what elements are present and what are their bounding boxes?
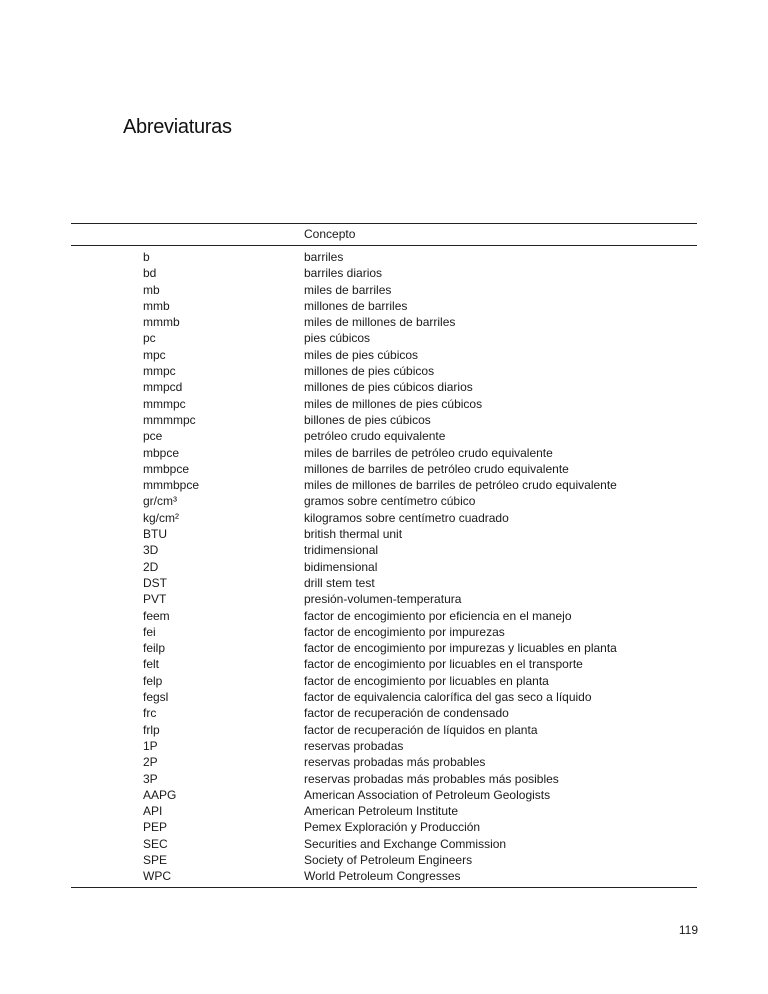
- concept-cell: factor de encogimiento por licuables en el transporte: [304, 657, 583, 672]
- abbreviation-cell: PVT: [143, 592, 167, 607]
- table-row: [0, 819, 768, 835]
- table-row: [0, 705, 768, 721]
- table-row: [0, 608, 768, 624]
- concept-cell: factor de encogimiento por licuables en planta: [304, 673, 549, 688]
- concept-cell: Securities and Exchange Commission: [304, 836, 507, 851]
- concept-cell: millones de pies cúbicos diarios: [304, 380, 473, 395]
- table-row: [0, 510, 768, 526]
- concept-cell: kilogramos sobre centímetro cuadrado: [304, 510, 509, 525]
- table-row: [0, 526, 768, 542]
- concept-cell: barriles: [304, 250, 344, 264]
- concept-cell: pies cúbicos: [304, 331, 371, 346]
- table-row: [0, 363, 768, 379]
- abbreviation-cell: gr/cm³: [143, 494, 177, 509]
- table-row: [0, 461, 768, 477]
- table-row: [0, 314, 768, 330]
- table-row: [0, 428, 768, 444]
- concept-cell: miles de pies cúbicos: [304, 347, 419, 362]
- concept-cell: tridimensional: [304, 543, 379, 558]
- abbreviation-cell: feilp: [143, 641, 166, 656]
- concept-cell: Society of Petroleum Engineers: [304, 852, 473, 867]
- abbreviation-cell: felp: [143, 673, 163, 688]
- concept-cell: drill stem test: [304, 575, 375, 590]
- abbreviation-cell: mbpce: [143, 445, 180, 460]
- abbreviation-cell: b: [143, 250, 150, 264]
- table-row: [0, 771, 768, 787]
- concept-cell: American Association of Petroleum Geologists: [304, 787, 551, 802]
- table-row: [0, 477, 768, 493]
- table-row: [0, 787, 768, 803]
- page-number: 119: [678, 923, 698, 937]
- abbreviation-cell: AAPG: [143, 787, 177, 802]
- concept-cell: factor de encogimiento por impurezas: [304, 624, 505, 639]
- table-row: [0, 298, 768, 314]
- table-row: [0, 624, 768, 640]
- concept-cell: miles de barriles: [304, 282, 392, 297]
- abbreviation-cell: 3D: [143, 543, 159, 558]
- abbreviation-cell: mpc: [143, 347, 166, 362]
- concept-cell: factor de encogimiento por impurezas y licuables en planta: [304, 641, 617, 656]
- table-row: [0, 591, 768, 607]
- abbreviation-cell: kg/cm²: [143, 510, 179, 525]
- table-row: [0, 754, 768, 770]
- table-row: [0, 396, 768, 412]
- abbreviation-cell: felt: [143, 657, 160, 672]
- abbreviation-cell: mmpc: [143, 364, 176, 379]
- abbreviation-cell: PEP: [143, 820, 168, 835]
- table-row: [0, 836, 768, 852]
- concept-cell: Pemex Exploración y Producción: [304, 820, 481, 835]
- concept-cell: petróleo crudo equivalente: [304, 429, 446, 444]
- table-row: [0, 803, 768, 819]
- concept-cell: factor de equivalencia calorífica del gas seco a líquido: [304, 690, 592, 705]
- abbreviation-cell: mmpcd: [143, 380, 183, 395]
- abbreviation-cell: BTU: [143, 527, 167, 542]
- table-row: [0, 673, 768, 689]
- table-row: [0, 249, 768, 265]
- table-row: [0, 738, 768, 754]
- concept-cell: miles de millones de pies cúbicos: [304, 396, 483, 411]
- abbreviation-cell: 2P: [143, 755, 158, 770]
- concept-cell: factor de recuperación de condensado: [304, 706, 509, 721]
- concept-cell: reservas probadas más probables más posibles: [304, 771, 559, 786]
- abbreviations-table: [0, 249, 768, 885]
- concept-cell: gramos sobre centímetro cúbico: [304, 494, 476, 509]
- table-row: [0, 559, 768, 575]
- concept-cell: millones de barriles: [304, 298, 408, 313]
- table-row: [0, 868, 768, 884]
- table-row: [0, 265, 768, 281]
- abbreviation-cell: pce: [143, 429, 163, 444]
- column-header-concept: Concepto: [304, 227, 356, 241]
- abbreviation-cell: mb: [143, 282, 160, 297]
- concept-cell: factor de encogimiento por eficiencia en el manejo: [304, 608, 572, 623]
- abbreviation-cell: SPE: [143, 852, 168, 867]
- table-row: [0, 722, 768, 738]
- concept-cell: American Petroleum Institute: [304, 804, 459, 819]
- abbreviation-cell: WPC: [143, 869, 171, 884]
- concept-cell: british thermal unit: [304, 527, 403, 542]
- abbreviation-cell: mmmb: [143, 315, 180, 330]
- concept-cell: billones de pies cúbicos: [304, 412, 431, 427]
- concept-cell: millones de barriles de petróleo crudo equivalente: [304, 461, 569, 476]
- concept-cell: barriles diarios: [304, 266, 383, 281]
- table-row: [0, 689, 768, 705]
- concept-cell: miles de barriles de petróleo crudo equivalente: [304, 445, 553, 460]
- table-header-rule: [71, 245, 697, 246]
- table-row: [0, 412, 768, 428]
- abbreviation-cell: mmmbpce: [143, 478, 200, 493]
- concept-cell: bidimensional: [304, 559, 378, 574]
- abbreviation-cell: 2D: [143, 559, 159, 574]
- table-row: [0, 282, 768, 298]
- abbreviation-cell: bd: [143, 266, 157, 281]
- concept-cell: miles de millones de barriles: [304, 315, 456, 330]
- abbreviation-cell: mmb: [143, 298, 170, 313]
- abbreviation-cell: pc: [143, 331, 156, 346]
- table-row: [0, 656, 768, 672]
- abbreviation-cell: 3P: [143, 771, 158, 786]
- table-row: [0, 575, 768, 591]
- concept-cell: miles de millones de barriles de petróleo crudo equivalente: [304, 478, 617, 493]
- abbreviation-cell: DST: [143, 575, 167, 590]
- table-row: [0, 445, 768, 461]
- abbreviation-cell: 1P: [143, 738, 158, 753]
- abbreviation-cell: mmmmpc: [143, 412, 196, 427]
- page-title: Abreviaturas: [123, 116, 232, 138]
- table-row: [0, 640, 768, 656]
- table-row: [0, 347, 768, 363]
- abbreviation-cell: feem: [143, 608, 170, 623]
- concept-cell: World Petroleum Congresses: [304, 869, 461, 884]
- table-row: [0, 542, 768, 558]
- abbreviation-cell: fegsl: [143, 690, 169, 705]
- abbreviation-cell: frlp: [143, 722, 160, 737]
- concept-cell: millones de pies cúbicos: [304, 364, 435, 379]
- abbreviation-cell: frc: [143, 706, 157, 721]
- concept-cell: presión-volumen-temperatura: [304, 592, 462, 607]
- table-row: [0, 330, 768, 346]
- table-row: [0, 852, 768, 868]
- table-top-rule: [71, 223, 697, 224]
- abbreviation-cell: mmbpce: [143, 461, 190, 476]
- abbreviation-cell: API: [143, 804, 163, 819]
- table-row: [0, 493, 768, 509]
- table-bottom-rule: [71, 887, 697, 888]
- table-row: [0, 379, 768, 395]
- concept-cell: factor de recuperación de líquidos en planta: [304, 722, 538, 737]
- concept-cell: reservas probadas: [304, 738, 404, 753]
- concept-cell: reservas probadas más probables: [304, 755, 486, 770]
- abbreviation-cell: mmmpc: [143, 396, 186, 411]
- abbreviation-cell: fei: [143, 624, 156, 639]
- abbreviation-cell: SEC: [143, 836, 168, 851]
